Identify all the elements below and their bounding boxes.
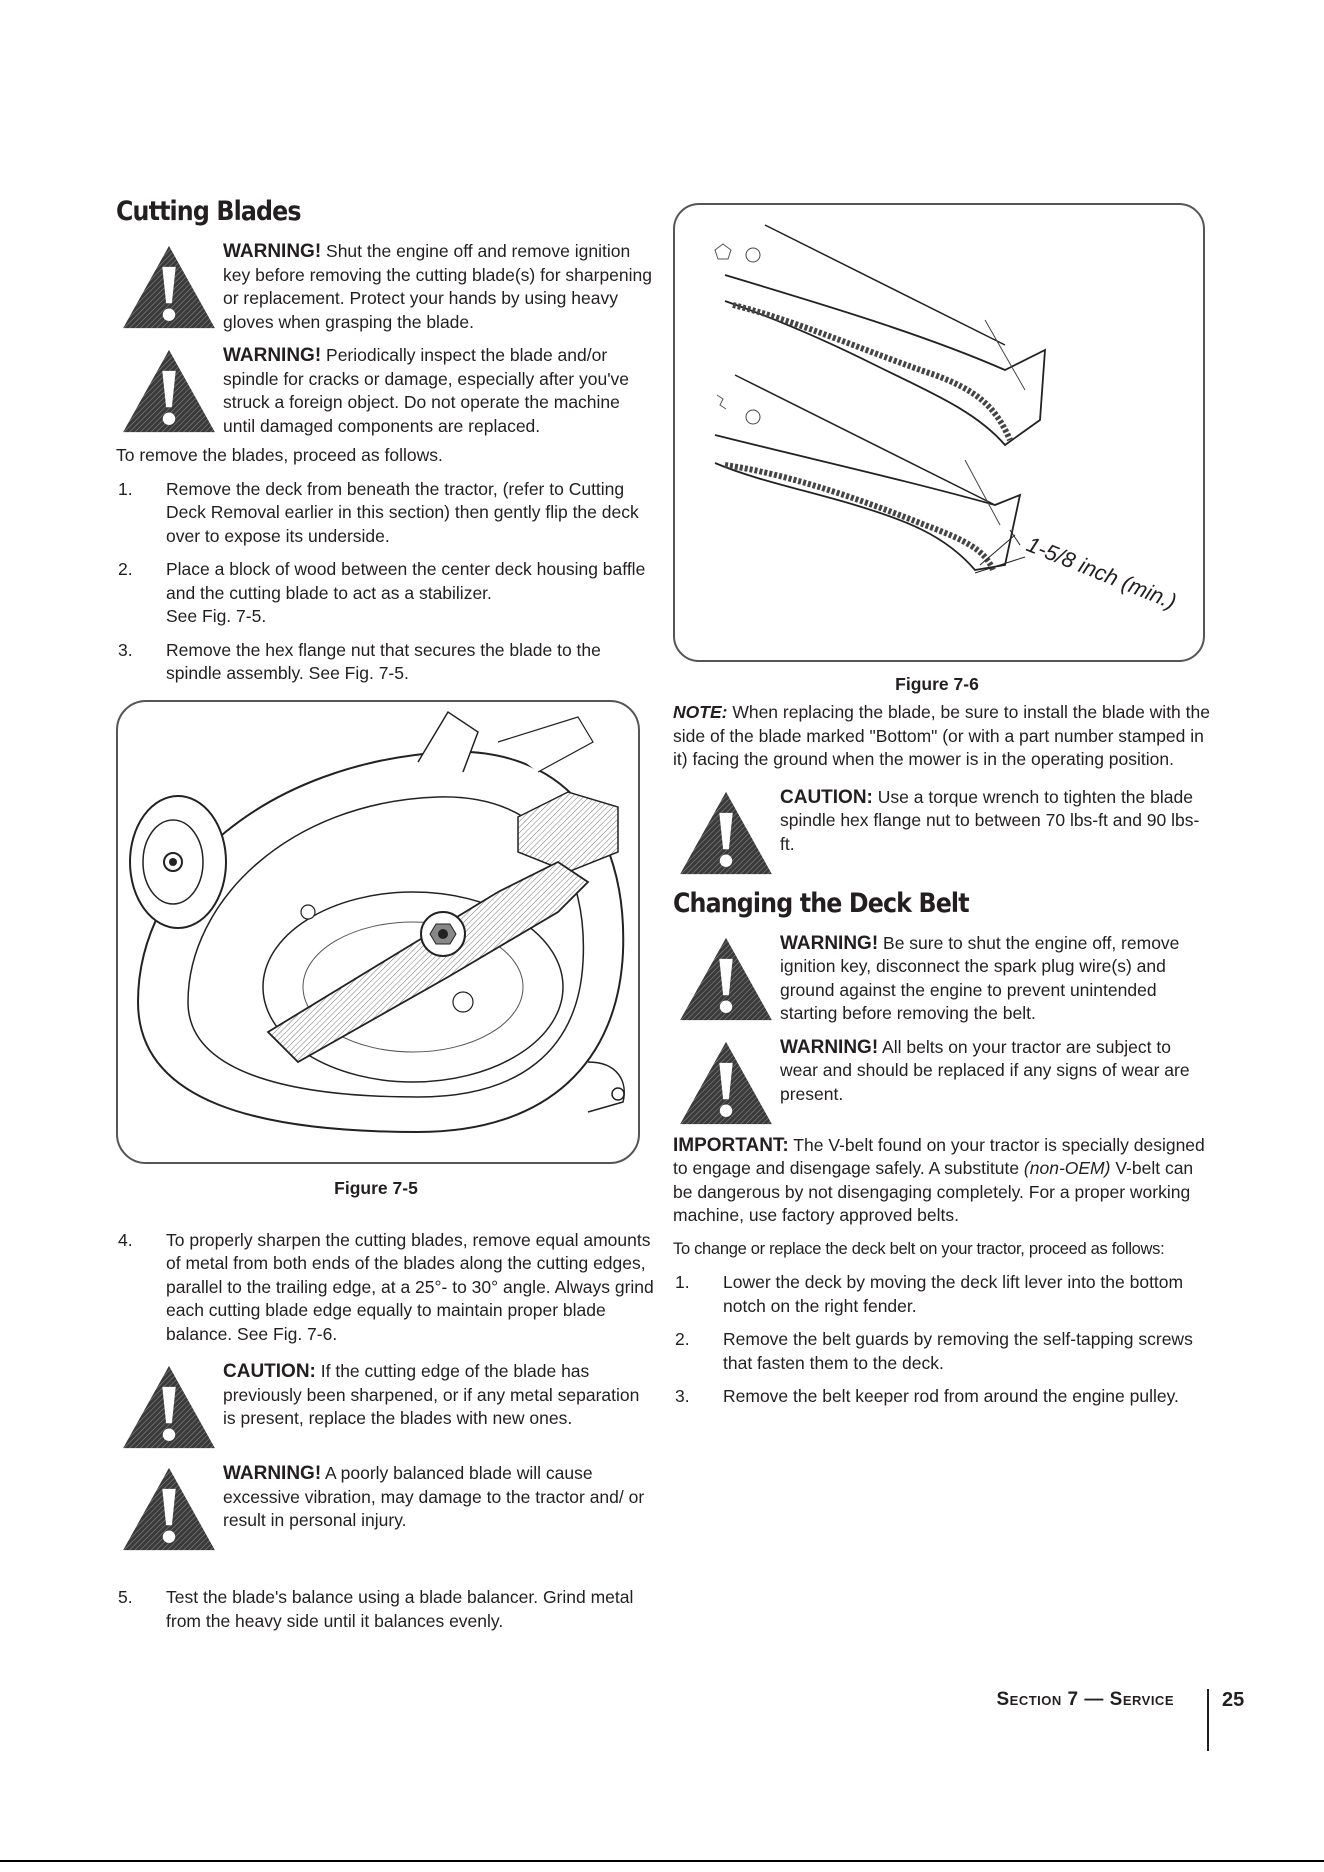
- page-footer: [0, 1689, 1324, 1759]
- step-number: 1.: [675, 1272, 690, 1292]
- step-number: 2.: [675, 1329, 690, 1349]
- page-bottom-edge: [0, 1860, 1324, 1862]
- procedure-steps-continued: [116, 1229, 656, 1347]
- procedure-intro: To change or replace the deck belt on your tractor, proceed as follows:: [673, 1239, 1165, 1258]
- warning-keyword: WARNING!: [223, 1463, 322, 1484]
- step-reference: See Fig. 7-5.: [166, 606, 267, 626]
- warning-triangle-icon: [121, 244, 217, 330]
- list-item: [116, 1229, 656, 1347]
- warning-triangle-icon: [121, 348, 217, 434]
- list-item: [116, 639, 656, 686]
- warning-triangle-icon: [121, 1364, 217, 1450]
- caution-notice: [673, 786, 1213, 878]
- caution-text: Use a torque wrench to tighten the blade spindle hex flange nut to between 70 lbs-ft and 90 lbs-ft.: [780, 786, 1200, 854]
- important-paragraph: IMPORTANT: The V-belt found on your tractor is specially designed to engage and disengage safely. A substitute (non-OEM) V-belt can be dangerous by not disengaging completely. For a proper working machine, use factory approved belts.: [673, 1134, 1205, 1225]
- important-keyword: IMPORTANT:: [673, 1134, 789, 1156]
- warning-keyword: WARNING!: [223, 345, 322, 366]
- warning-text: Be sure to shut the engine off, remove ignition key, disconnect the spark plug wire(s) and ground against the engine to prevent unintended starting before removing the belt.: [780, 932, 1180, 1023]
- procedure-steps-final: [116, 1586, 656, 1633]
- footer-section-label: Section 7 — Service: [996, 1689, 1174, 1710]
- warning-text: All belts on your tractor are subject to wear and should be replaced if any signs of wear are present.: [780, 1036, 1190, 1104]
- warning-text: Periodically inspect the blade and/or spindle for cracks or damage, especially after you've struck a foreign object. Do not operate the machine until damaged components are replaced.: [223, 345, 630, 436]
- figure-caption: Figure 7-5: [334, 1177, 418, 1198]
- step-text: Remove the deck from beneath the tractor, (refer to Cutting Deck Removal earlier in this section) then gently flip the deck over to expose its underside.: [166, 478, 639, 546]
- step-number: 1.: [118, 478, 133, 499]
- step-text: Remove the hex flange nut that secures the blade to the spindle assembly. See Fig. 7-5.: [166, 639, 601, 683]
- step-number: 3.: [675, 1386, 690, 1406]
- warning-notice: [673, 932, 1213, 1026]
- step-number: 4.: [118, 1229, 133, 1250]
- list-item: [116, 1586, 656, 1633]
- caution-notice: [116, 1360, 656, 1452]
- warning-triangle-icon: [121, 1466, 217, 1552]
- step-text: Place a block of wood between the center deck housing baffle and the cutting blade to act as a stabilizer.: [166, 559, 646, 603]
- caution-keyword: CAUTION:: [223, 1361, 316, 1382]
- warning-notice: [116, 344, 656, 438]
- note-text: When replacing the blade, be sure to install the blade with the side of the blade marked "Bottom" (or with a part number stamped in it) facing the ground when the mower is in the operating position.: [673, 702, 1210, 769]
- warning-triangle-icon: [678, 790, 774, 876]
- warning-text: Shut the engine off and remove ignition key before removing the cutting blade(s) for sharpening or replacement. Protect your hands by using heavy gloves when grasping the blade.: [223, 241, 652, 332]
- note-paragraph: [673, 701, 1213, 772]
- procedure-steps: [116, 478, 656, 686]
- section-title-changing-deck-belt: Changing the Deck Belt: [673, 887, 969, 919]
- step-text: To properly sharpen the cutting blades, remove equal amounts of metal from both ends of the blades along the cutting edges, parallel to the trailing edge, at a 25°- to 30° angle. Always grind each cutting blade edge equally to maintain proper blade balance. See Fig. 7-6.: [166, 1229, 654, 1344]
- figure-caption: Figure 7-6: [895, 674, 979, 694]
- section-title-cutting-blades: Cutting Blades: [116, 196, 301, 227]
- caution-keyword: CAUTION:: [780, 786, 873, 808]
- warning-triangle-icon: [678, 936, 774, 1022]
- procedure-steps: [673, 1271, 1213, 1409]
- note-keyword: NOTE:: [673, 702, 728, 722]
- list-item: [673, 1328, 1213, 1375]
- page-number: 25: [1222, 1689, 1245, 1711]
- figure-7-6-blade-sharpening: [673, 203, 1205, 662]
- step-number: 3.: [118, 639, 133, 660]
- caution-text: If the cutting edge of the blade has previously been sharpened, or if any metal separation is present, replace the blades with new ones.: [223, 1361, 640, 1428]
- figure-7-5-deck-underside: [116, 700, 640, 1164]
- warning-notice: [116, 1462, 656, 1554]
- step-number: 2.: [118, 559, 133, 579]
- warning-triangle-icon: [678, 1040, 774, 1126]
- list-item: [116, 558, 656, 629]
- step-text: Remove the belt guards by removing the self-tapping screws that fasten them to the deck.: [723, 1329, 1193, 1373]
- warning-text: A poorly balanced blade will cause excessive vibration, may damage to the tractor and/ or result in personal injury.: [223, 1463, 645, 1530]
- warning-notice: [673, 1036, 1213, 1128]
- step-number: 5.: [118, 1587, 133, 1607]
- blade-sharpening-illustration: [675, 205, 1203, 660]
- list-item: [673, 1271, 1213, 1318]
- deck-blade-illustration: [118, 702, 638, 1162]
- blade-measurement-label: 1-5/8 inch (min.): [1023, 531, 1180, 615]
- warning-keyword: WARNING!: [223, 241, 322, 262]
- list-item: [116, 478, 656, 549]
- warning-notice: [116, 240, 656, 334]
- left-column: [116, 196, 656, 1643]
- right-column: [673, 203, 1213, 1419]
- procedure-intro: To remove the blades, proceed as follows.: [116, 445, 443, 465]
- step-text: Remove the belt keeper rod from around the engine pulley.: [723, 1386, 1179, 1406]
- footer-divider: [1207, 1689, 1209, 1751]
- step-text: Test the blade's balance using a blade balancer. Grind metal from the heavy side until it balances evenly.: [166, 1587, 634, 1631]
- list-item: [673, 1385, 1213, 1409]
- warning-keyword: WARNING!: [780, 1036, 879, 1058]
- step-text: Lower the deck by moving the deck lift lever into the bottom notch on the right fender.: [723, 1272, 1184, 1316]
- warning-keyword: WARNING!: [780, 932, 879, 954]
